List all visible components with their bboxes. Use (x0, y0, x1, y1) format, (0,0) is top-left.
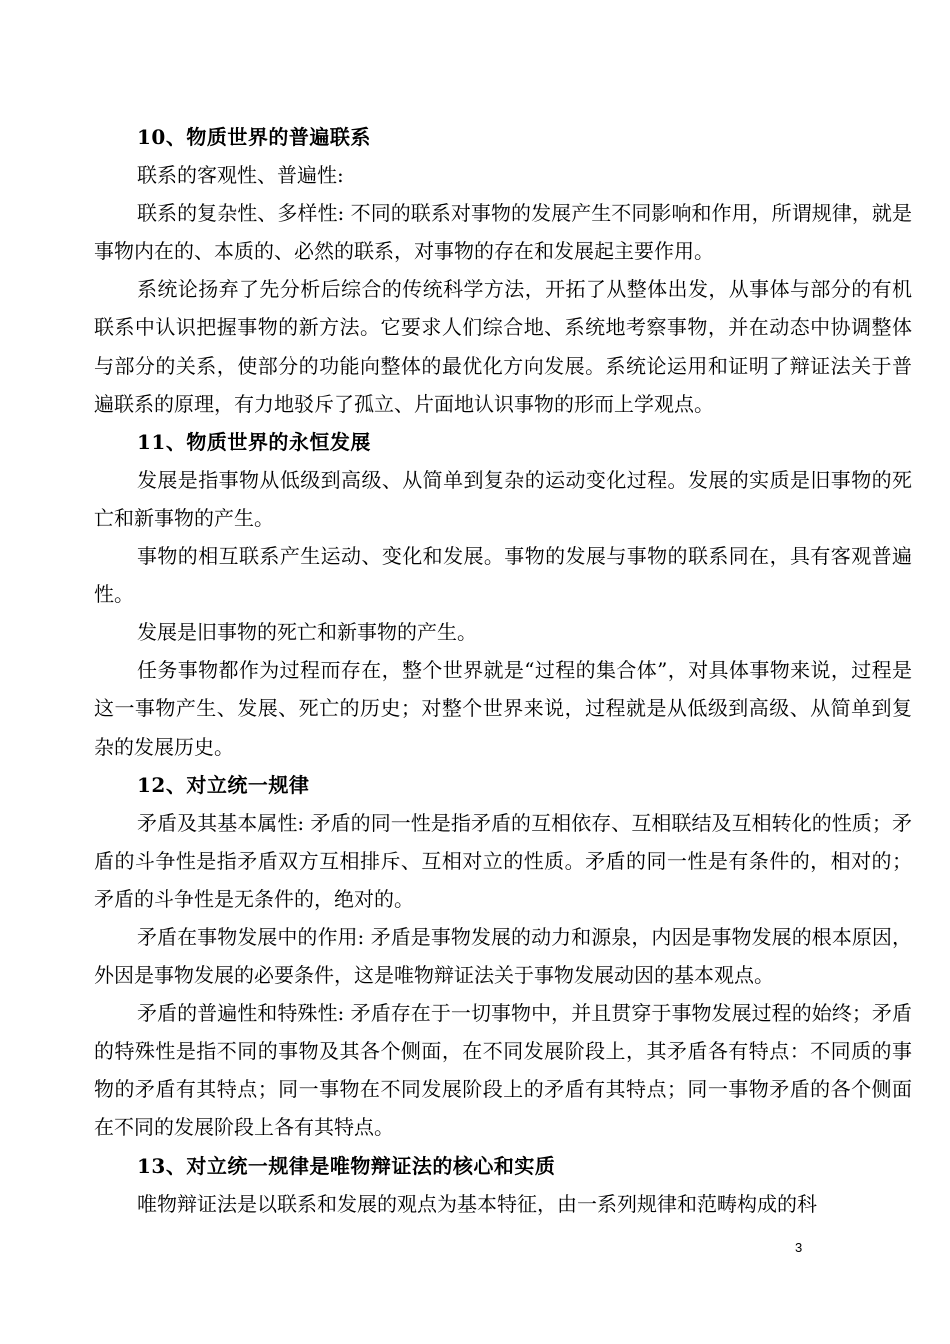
paragraph: 矛盾在事物发展中的作用: 矛盾是事物发展的动力和源泉，内因是事物发展的根本原因，外因是事物发展的必要条件，这是唯物辩证法关于事物发展动因的基本观点。 (94, 924, 912, 988)
page-number: 3 (795, 1240, 803, 1255)
paragraph: 任务事物都作为过程而存在，整个世界就是“过程的集合体”，对具体事物来说，过程是这一事物产生、发展、死亡的历史；对整个世界来说，过程就是从低级到高级、从简单到复杂的发展历史。 (94, 658, 912, 759)
paragraph: 矛盾及其基本属性: 矛盾的同一性是指矛盾的互相依存、互相联结及互相转化的性质；矛盾的斗争性是指矛盾双方互相排斥、互相对立的性质。矛盾的同一性是有条件的，相对的；矛盾的斗争性是无条件的，绝对的。 (94, 810, 912, 911)
paragraph: 唯物辩证法是以联系和发展的观点为基本特征，由一系列规律和范畴构成的科 (137, 1191, 817, 1216)
paragraph: 联系的客观性、普遍性: (137, 163, 344, 188)
section-heading: 11、物质世界的永恒发展 (137, 429, 371, 454)
paragraph: 发展是指事物从低级到高级、从简单到复杂的运动变化过程。发展的实质是旧事物的死亡和新事物的产生。 (94, 467, 912, 530)
document-body (94, 118, 912, 1223)
paragraph: 发展是旧事物的死亡和新事物的产生。 (137, 620, 477, 645)
paragraph: 事物的相互联系产生运动、变化和发展。事物的发展与事物的联系同在，具有客观普遍性。 (94, 544, 912, 607)
paragraph: 矛盾的普遍性和特殊性: 矛盾存在于一切事物中，并且贯穿于事物发展过程的始终；矛盾的特殊性是指不同的事物及其各个侧面，在不同发展阶段上，其矛盾各有特点：不同质的事物的矛盾有其特点；同一事物在不同发展阶段上的矛盾有其特点；同一事物矛盾的各个侧面在不同的发展阶段上各有其特点。 (94, 1001, 912, 1140)
section-heading: 10、物质世界的普遍联系 (137, 125, 371, 149)
section-heading: 12、对立统一规律 (137, 772, 310, 797)
paragraph: 联系的复杂性、多样性: 不同的联系对事物的发展产生不同影响和作用，所谓规律，就是事物内在的、本质的、必然的联系，对事物的存在和发展起主要作用。 (94, 201, 912, 264)
section-heading: 13、对立统一规律是唯物辩证法的核心和实质 (137, 1153, 556, 1178)
paragraph: 系统论扬弃了先分析后综合的传统科学方法，开拓了从整体出发，从事体与部分的有机联系中认识把握事物的新方法。它要求人们综合地、系统地考察事物，并在动态中协调整体与部分的关系，使部分的功能向整体的最优化方向发展。系统论运用和证明了辩证法关于普遍联系的原理，有力地驳斥了孤立、片面地认识事物的形而上学观点。 (94, 277, 912, 416)
